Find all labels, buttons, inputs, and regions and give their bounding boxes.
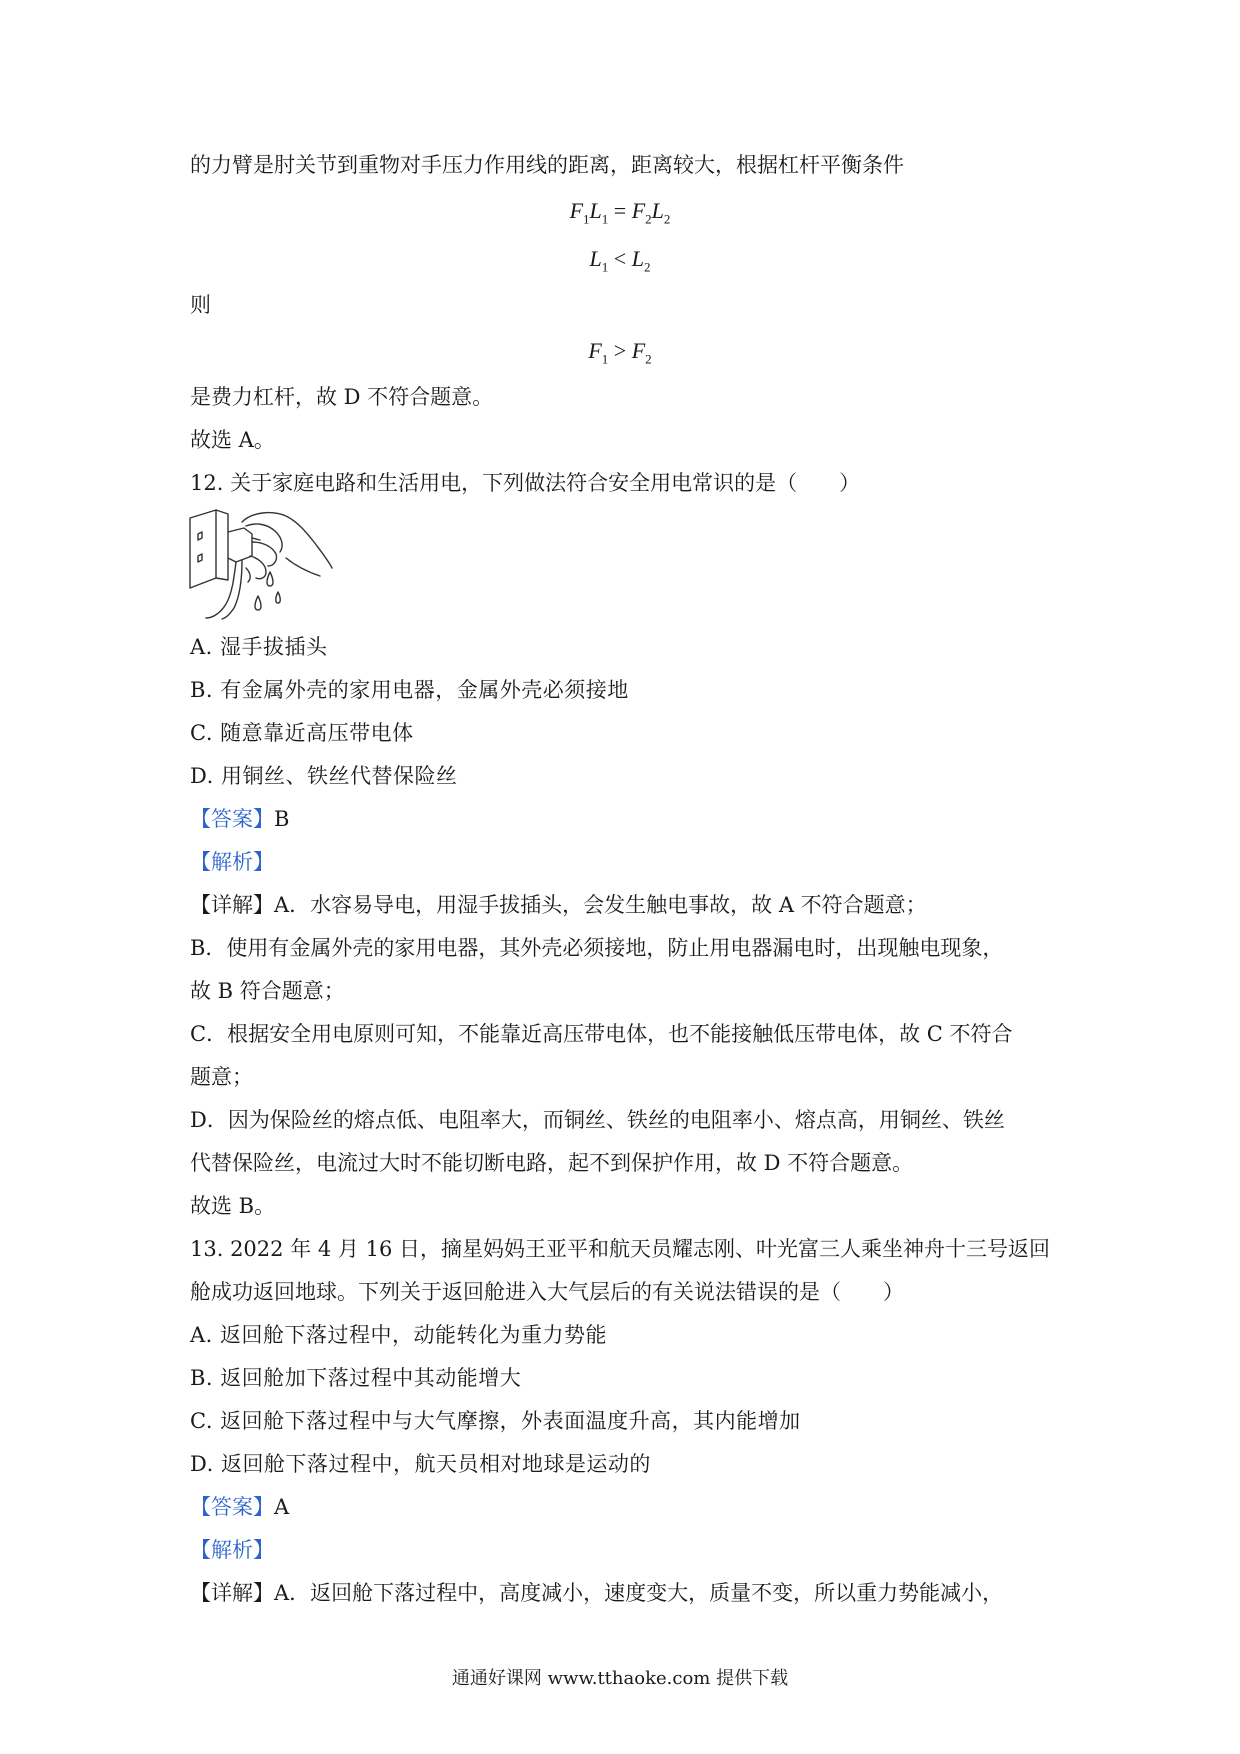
text-line: 故选 A。 xyxy=(190,428,275,452)
q12-detail-line: 【详解】A．水容易导电，用湿手拔插头，会发生触电事故，故 A 不符合题意； xyxy=(190,893,927,917)
q13-analysis-tag: 【解析】 xyxy=(190,1538,274,1562)
formula-arm-compare: $L_1 < L_2$ xyxy=(589,246,651,275)
wet-hand-plug-figure xyxy=(186,508,336,620)
q13-option-c: C. 返回舱下落过程中与大气摩擦，外表面温度升高，其内能增加 xyxy=(190,1409,801,1433)
page-footer: 通通好课网 www.tthaoke.com 提供下载 xyxy=(451,1668,789,1689)
detail-tag: 【详解】 xyxy=(190,893,274,917)
q13-option-b: B. 返回舱加下落过程中其动能增大 xyxy=(190,1366,522,1390)
answer-tag: 【答案】 xyxy=(190,807,274,831)
q12-detail-line: D．因为保险丝的熔点低、电阻率大，而铜丝、铁丝的电阻率小、熔点高，用铜丝、铁丝 xyxy=(190,1108,1005,1132)
q13-option-a: A. 返回舱下落过程中，动能转化为重力势能 xyxy=(190,1323,608,1347)
text-line: 是费力杠杆，故 D 不符合题意。 xyxy=(190,385,494,409)
text-line: 则 xyxy=(190,293,211,317)
question-12-stem: 12. 关于家庭电路和生活用电，下列做法符合安全用电常识的是（ ） xyxy=(190,471,861,495)
q12-detail-line: 故选 B。 xyxy=(190,1194,276,1218)
q12-detail-line: 题意； xyxy=(190,1065,253,1089)
q12-detail-line: 代替保险丝，电流过大时不能切断电路，起不到保护作用，故 D 不符合题意。 xyxy=(190,1151,914,1175)
text-line: 的力臂是肘关节到重物对手压力作用线的距离，距离较大，根据杠杆平衡条件 xyxy=(190,153,904,177)
q12-detail-line: C．根据安全用电原则可知，不能靠近高压带电体，也不能接触低压带电体，故 C 不符合 xyxy=(190,1022,1013,1046)
q12-detail-line: B．使用有金属外壳的家用电器，其外壳必须接地，防止用电器漏电时，出现触电现象， xyxy=(190,936,1004,960)
question-13-stem: 舱成功返回地球。下列关于返回舱进入大气层后的有关说法错误的是（ ） xyxy=(190,1280,904,1304)
q13-answer xyxy=(190,1492,289,1522)
answer-value: A xyxy=(274,1495,290,1519)
detail-tag: 【详解】 xyxy=(190,1581,274,1605)
formula-force-compare: $F_1 > F_2$ xyxy=(588,338,652,367)
answer-value: B xyxy=(274,807,290,831)
q12-analysis-tag: 【解析】 xyxy=(190,850,274,874)
q12-detail-line: 故 B 符合题意； xyxy=(190,979,345,1003)
answer-tag: 【答案】 xyxy=(190,1495,274,1519)
q12-answer xyxy=(190,804,289,834)
q13-detail-line: 【详解】A．返回舱下落过程中，高度减小，速度变大，质量不变，所以重力势能减小， xyxy=(190,1581,1004,1605)
q12-option-d: D. 用铜丝、铁丝代替保险丝 xyxy=(190,764,458,788)
q13-option-d: D. 返回舱下落过程中，航天员相对地球是运动的 xyxy=(190,1452,651,1476)
q12-option-c: C. 随意靠近高压带电体 xyxy=(190,721,414,745)
formula-balance: $F_1L_1 = F_2L_2$ xyxy=(569,198,671,227)
q12-option-b: B. 有金属外壳的家用电器，金属外壳必须接地 xyxy=(190,678,629,702)
q12-option-a: A. 湿手拔插头 xyxy=(190,635,328,659)
question-13-stem: 13. 2022 年 4 月 16 日，摘星妈妈王亚平和航天员耀志刚、叶光富三人乘坐神舟十三号返回 xyxy=(190,1237,1050,1261)
